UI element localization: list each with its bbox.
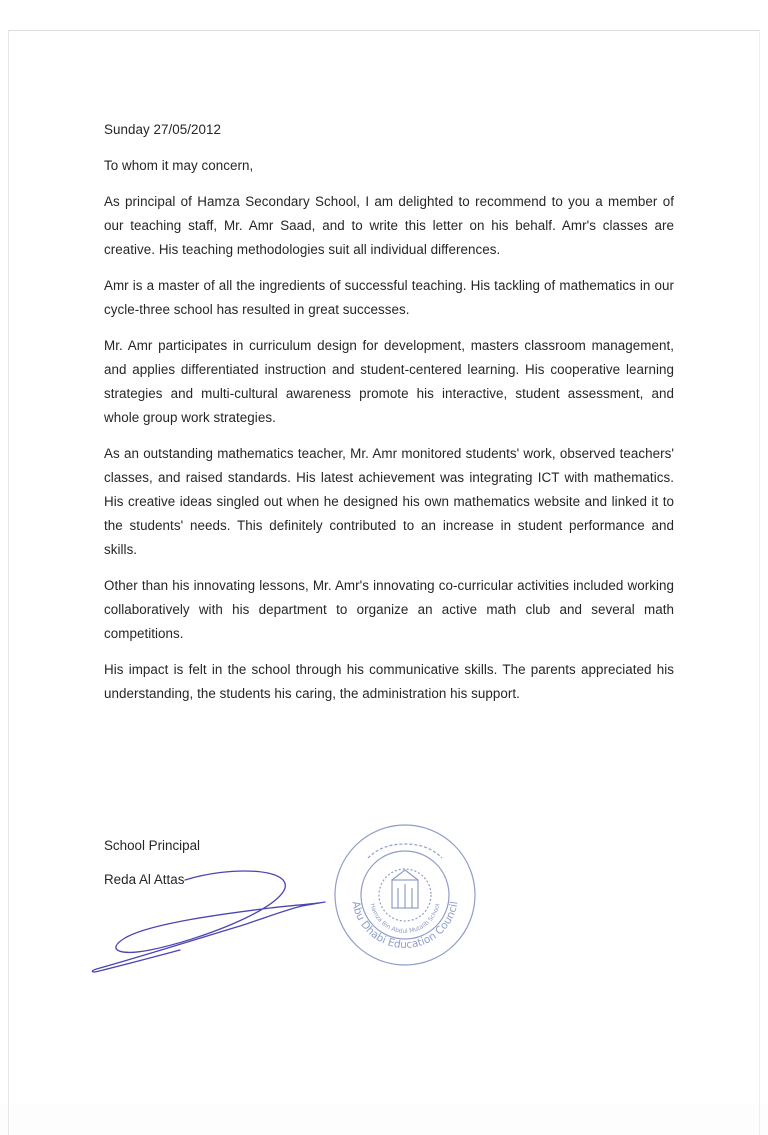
paragraph-5: Other than his innovating lessons, Mr. Amr's innovating co-curricular activities included working collaboratively with his department to organize an active math club and several math competitions. [104, 578, 674, 641]
handwritten-signature [80, 858, 350, 988]
paragraph-2: Amr is a master of all the ingredients of successful teaching. His tackling of mathematics in our cycle-three school has resulted in great successes. [104, 278, 674, 317]
letter-date: Sunday 27/05/2012 [104, 122, 222, 137]
paragraph-6: His impact is felt in the school through his communicative skills. The parents appreciated his understanding, the students his caring, the administration his support. [104, 662, 674, 701]
school-seal-stamp [330, 820, 480, 970]
signer-name: Reda Al Attas [104, 872, 185, 887]
salutation: To whom it may concern, [104, 158, 254, 173]
letter-body [104, 118, 674, 718]
seal-inner-text: Hamza Bin Abdul Mutalib School [368, 902, 442, 936]
seal-outer-text: Abu Dhabi Education Council [349, 900, 461, 952]
signer-title: School Principal [104, 838, 201, 853]
paragraph-3: Mr. Amr participates in curriculum design for development, masters classroom management, and applies differentiated instruction and student-centered learning. His cooperative learning strategies and multi-cultural awareness promote his interactive, student assessment, and whole group work strategies. [104, 338, 674, 425]
paragraph-1: As principal of Hamza Secondary School, I am delighted to recommend to you a member of our teaching staff, Mr. Amr Saad, and to write this letter on his behalf. Amr's classes are creative. His teaching methodologies suit all individual differences. [104, 194, 674, 257]
paragraph-4: As an outstanding mathematics teacher, Mr. Amr monitored students' work, observed teachers' classes, and raised standards. His latest achievement was integrating ICT with mathematics. His creative ideas singled out when he designed his own mathematics website and linked it to the students' needs. This definitely contributed to an increase in student performance and skills. [104, 446, 674, 557]
